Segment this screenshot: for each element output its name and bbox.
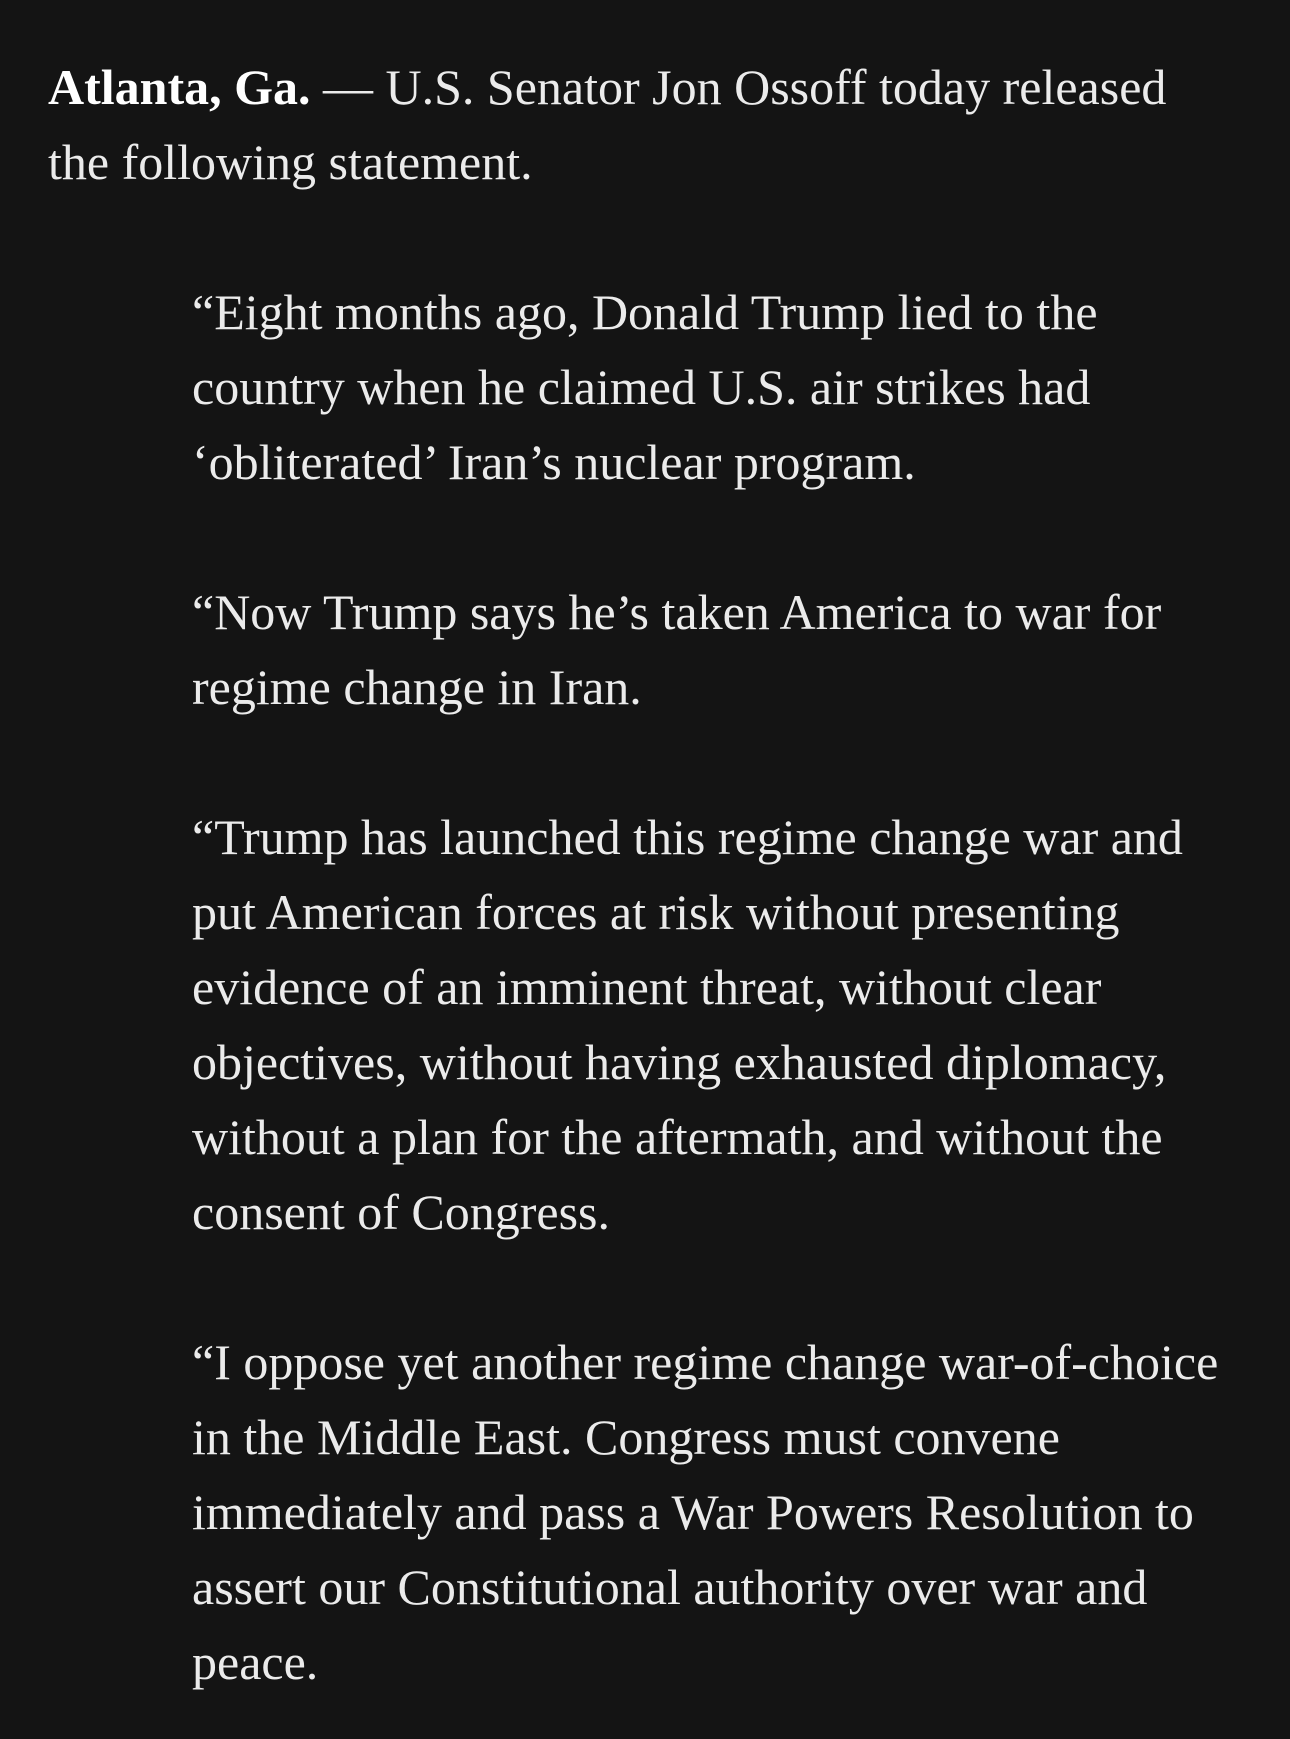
dateline: Atlanta, Ga.: [48, 59, 311, 115]
lead-paragraph: [48, 50, 1238, 200]
quote-paragraph-4: “I oppose yet another regime change war-of-choice in the Middle East. Congress must convene immediately and pass a War Powers Resolution to assert our Constitutional authority over war and peace.: [192, 1334, 1219, 1690]
quote-paragraph-2: “Now Trump says he’s taken America to war for regime change in Iran.: [192, 584, 1162, 715]
quote-paragraph-1: “Eight months ago, Donald Trump lied to the country when he claimed U.S. air strikes had ‘obliterated’ Iran’s nuclear program.: [192, 284, 1098, 490]
quote-paragraph-3: “Trump has launched this regime change war and put American forces at risk without presenting evidence of an imminent threat, without clear objectives, without having exhausted diplomacy, without a plan for the aftermath, and without the consent of Congress.: [192, 809, 1183, 1240]
intro-text: — U.S. Senator Jon Ossoff today released the following statement.: [48, 59, 1167, 190]
